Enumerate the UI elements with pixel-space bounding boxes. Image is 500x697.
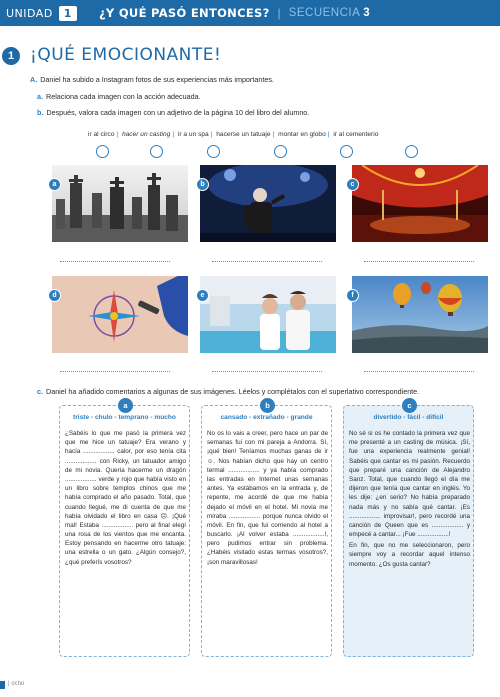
spa-couple-photo-icon	[200, 276, 336, 353]
answer-circle-6[interactable]	[405, 145, 418, 158]
comment-heading-a: triste - chulo - temprano - mucho	[73, 414, 176, 421]
photo-label-c: c	[346, 178, 359, 191]
comment-text-a: ¿Sabéis lo que me pasó la primera vez que me hice un tatuaje? Era verano y hacía .................. calor, por eso tenía cita .................. con Ricky, un tatuador amigo de mi novia. Quería hacerme un dragón .................. verde y rojo que había visto en un libro sobre templos chinos que me había comprado el año pasado. Total, que cuando llegué, me di cuenta de que me había olvidado el libro en casa ☹. ¡Qué mal! Estaba .................. pero al final elegí una rosa de los vientos que me encanta. Estoy pensando en hacerme otro tatuaje: una estrella o un gato. ¿Algún consejo?, ¿qué preferís vosotros?	[65, 430, 186, 566]
sequence-text: SECUENCIA	[288, 7, 361, 19]
option-casting: hacer un casting	[121, 131, 171, 138]
comment-heading-b: cansado - extrañado - grande	[220, 414, 313, 421]
instruction-a	[30, 75, 274, 84]
footer-bar	[0, 681, 5, 689]
sequence-label	[289, 7, 371, 19]
instruction-a1-letter: a.	[37, 92, 43, 101]
answer-circle-1[interactable]	[96, 145, 109, 158]
hot-air-balloons-photo-icon	[352, 276, 488, 353]
unit-number: 1	[59, 6, 77, 21]
comment-text-c-part2: En fin, que no me seleccionaron, pero siempre voy a recordar aquel intenso momento. ¿Os gusta cantar?	[349, 542, 470, 568]
tattoo-photo-icon	[52, 276, 188, 353]
comment-text-b: No os lo vais a creer, pero hace un par de semanas fui con mi pareja a Andorra. Sí, ¡qué bien! Teníamos muchas ganas de ir ☺. Nos habían dicho que hay un centro termal .................. y ya había comprado las entradas en Internet unas semanas antes. Ya estábamos en la entrada y, de repente, me acordé de que me había dejado el móvil en el hotel. Mi novia me miraba .................. porque nunca olvido el móvil. En fin, que fui corriendo al hotel a buscarlo. ¡Al volver estaba ..................!, pero pudimos entrar sin problema. ¿Habéis visitado estas termas vosotros?, ¡son maravillosas!	[207, 430, 328, 566]
unit-header	[0, 0, 500, 26]
comment-box-a	[59, 401, 190, 657]
unit-label	[0, 0, 77, 26]
answer-circle-5[interactable]	[340, 145, 353, 158]
option-balloon: montar en globo	[278, 131, 326, 138]
sequence-number: 3	[363, 7, 371, 19]
instruction-a-text: Daniel ha subido a Instagram fotos de sus experiencias más importantes.	[40, 75, 274, 84]
answer-circle-3[interactable]	[207, 145, 220, 158]
answer-circle-4[interactable]	[274, 145, 287, 158]
comment-text-c	[349, 429, 470, 569]
comment-heading-c: divertido - fácil - difícil	[373, 414, 444, 421]
photo-circus	[352, 165, 488, 242]
comment-letter-a: a	[118, 398, 133, 413]
answer-line-f[interactable]	[364, 371, 474, 372]
instruction-a1-text: Relaciona cada imagen con la acción adecuada.	[46, 92, 201, 101]
photo-concert	[200, 165, 336, 242]
photo-label-d: d	[48, 289, 61, 302]
answer-line-a[interactable]	[60, 261, 170, 262]
answer-line-e[interactable]	[212, 371, 322, 372]
instruction-a-letter: A.	[30, 75, 38, 84]
comment-letter-b: b	[260, 398, 275, 413]
instruction-c-text: Daniel ha añadido comentarios a algunas de sus imágenes. Léelos y complétalos con el superlativo correspondiente.	[46, 387, 420, 396]
answer-line-c[interactable]	[364, 261, 474, 262]
photo-label-f: f	[346, 289, 359, 302]
option-tattoo: hacerse un tatuaje	[216, 131, 271, 138]
answer-line-b[interactable]	[212, 261, 322, 262]
instruction-c	[37, 387, 419, 396]
page-number: | ocho	[8, 681, 25, 687]
instruction-c-letter: c.	[37, 387, 43, 396]
photo-balloons	[352, 276, 488, 353]
header-title: ¿Y QUÉ PASÓ ENTONCES?	[98, 6, 270, 20]
section-number-badge: 1	[2, 47, 20, 65]
comment-letter-c: c	[402, 398, 417, 413]
photo-label-a: a	[48, 178, 61, 191]
instruction-a1	[37, 92, 201, 101]
photo-cemetery	[52, 165, 188, 242]
header-divider: |	[277, 6, 281, 20]
instruction-b	[37, 108, 309, 117]
section-title: ¡QUÉ EMOCIONANTE!	[30, 45, 222, 65]
answer-line-d[interactable]	[60, 371, 170, 372]
unit-text: UNIDAD	[6, 6, 53, 20]
cemetery-photo-icon	[52, 165, 188, 242]
comment-text-c-part1: No sé si os he contado la primera vez que me presenté a un casting de música. ¡Sí, fue una experiencia realmente genial! Sabéis que cantar es mi pasión. Recuerdo que preparé una canción de Alejandro Sanz. Total, que cuando llegó el día me dijeron que tenía que cantar en inglés. Yo les dije: ¿en serio? No había preparado nada más y no sabía qué cantar. ¡Es .................. improvisar!, pero recordé una canción de Queen que es .................. y empecé a cantar... ¡Fue ..................!	[349, 430, 470, 539]
instruction-b-letter: b.	[37, 108, 44, 117]
concert-singer-photo-icon	[200, 165, 336, 242]
photo-spa	[200, 276, 336, 353]
option-circus: ir al circo	[88, 131, 115, 138]
activity-options: ir al circo | hacer un casting | ir a un spa | hacerse un tatuaje | montar en globo | ir al cementerio	[88, 131, 379, 138]
photo-label-b: b	[196, 178, 209, 191]
option-cemetery: ir al cementerio	[333, 131, 379, 138]
comment-box-c	[343, 401, 474, 657]
instruction-b-text: Después, valora cada imagen con un adjetivo de la página 10 del libro del alumno.	[46, 108, 310, 117]
photo-label-e: e	[196, 289, 209, 302]
circus-tent-photo-icon	[352, 165, 488, 242]
photo-tattoo	[52, 276, 188, 353]
answer-circle-2[interactable]	[150, 145, 163, 158]
comment-box-b	[201, 401, 332, 657]
option-spa: ir a un spa	[177, 131, 209, 138]
